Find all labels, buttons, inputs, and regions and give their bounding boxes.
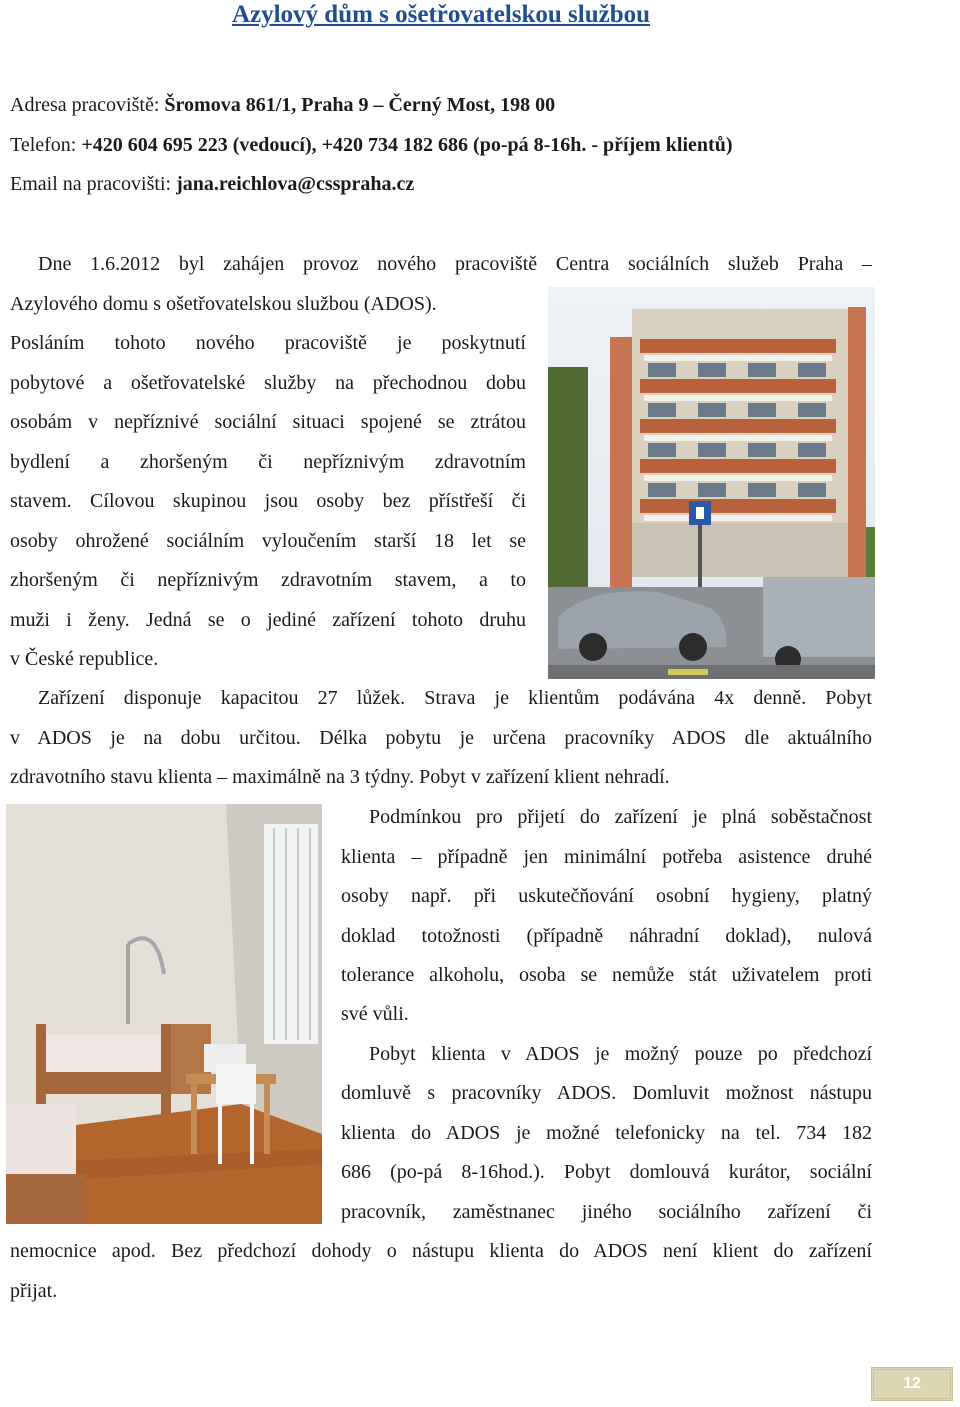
paragraph-line: doklad totožnosti (případně náhradní doklad), nulová xyxy=(341,925,872,947)
paragraph-line: v ADOS je na dobu určitou. Délka pobytu je určena pracovníky ADOS dle aktuálního xyxy=(10,727,872,749)
paragraph-line: Azylového domu s ošetřovatelskou službou (ADOS). xyxy=(10,293,437,315)
page-number: 12 xyxy=(903,1375,921,1392)
phone-line xyxy=(10,133,732,157)
phone-value: +420 604 695 223 (vedoucí), +420 734 182 686 (po-pá 8-16h. - příjem klientů) xyxy=(81,134,733,156)
paragraph-line: domluvě s pracovníky ADOS. Domluvit možnost nástupu xyxy=(341,1082,872,1104)
paragraph-line: Zařízení disponuje kapacitou 27 lůžek. Strava je klientům podávána 4x denně. Pobyt xyxy=(38,687,872,709)
page-number-badge xyxy=(871,1367,953,1401)
email-label: Email na pracovišti: xyxy=(10,173,177,195)
paragraph-line: Posláním tohoto nového pracoviště je poskytnutí xyxy=(10,332,526,354)
paragraph-line: pobytové a ošetřovatelské služby na přechodnou dobu xyxy=(10,372,526,394)
email-link[interactable]: jana.reichlova@csspraha.cz xyxy=(176,173,415,195)
paragraph-line: nemocnice apod. Bez předchozí dohody o nástupu klienta do ADOS není klient do zařízení xyxy=(10,1240,872,1262)
paragraph-line: 686 (po-pá 8-16hod.). Pobyt domlouvá kurátor, sociální xyxy=(341,1161,872,1183)
paragraph-line: Podmínkou pro přijetí do zařízení je plná soběstačnost xyxy=(369,806,872,828)
address-line xyxy=(10,93,555,117)
paragraph-line: muži i ženy. Jedná se o jediné zařízení tohoto druhu xyxy=(10,609,526,631)
paragraph-line: Dne 1.6.2012 byl zahájen provoz nového pracoviště Centra sociálních služeb Praha – xyxy=(38,253,872,275)
paragraph-line: osobám v nepříznivé sociální situaci spojené se ztrátou xyxy=(10,411,526,433)
email-line xyxy=(10,172,414,196)
paragraph-line: bydlení a zhoršeným či nepříznivým zdravotním xyxy=(10,451,526,473)
room-photo xyxy=(6,804,322,1224)
paragraph-line: své vůli. xyxy=(341,1003,409,1025)
paragraph-line: klienta do ADOS je možné telefonicky na tel. 734 182 xyxy=(341,1122,872,1144)
paragraph-line: Pobyt klienta v ADOS je možný pouze po předchozí xyxy=(369,1043,872,1065)
paragraph-line: osoby např. při uskutečňování osobní hygieny, platný xyxy=(341,885,872,907)
paragraph-line: pracovník, zaměstnanec jiného sociálního zařízení či xyxy=(341,1201,872,1223)
paragraph-line: klienta – případně jen minimální potřeba asistence druhé xyxy=(341,846,872,868)
paragraph-line: v České republice. xyxy=(10,648,159,670)
building-photo xyxy=(548,287,875,679)
paragraph-line: přijat. xyxy=(10,1280,58,1302)
paragraph-line: zdravotního stavu klienta – maximálně na 3 týdny. Pobyt v zařízení klient nehradí. xyxy=(10,766,670,788)
paragraph-line: osoby ohrožené sociálním vyloučením starší 18 let se xyxy=(10,530,526,552)
paragraph-line: tolerance alkoholu, osoba se nemůže stát uživatelem proti xyxy=(341,964,872,986)
address-label: Adresa pracoviště: xyxy=(10,94,165,116)
phone-label: Telefon: xyxy=(10,134,82,156)
address-value: Šromova 861/1, Praha 9 – Černý Most, 198 00 xyxy=(164,94,556,116)
paragraph-line: stavem. Cílovou skupinou jsou osoby bez přístřeší či xyxy=(10,490,526,512)
page-title: Azylový dům s ošetřovatelskou službou xyxy=(231,1,651,28)
paragraph-line: zhoršeným či nepříznivým zdravotním stavem, a to xyxy=(10,569,526,591)
